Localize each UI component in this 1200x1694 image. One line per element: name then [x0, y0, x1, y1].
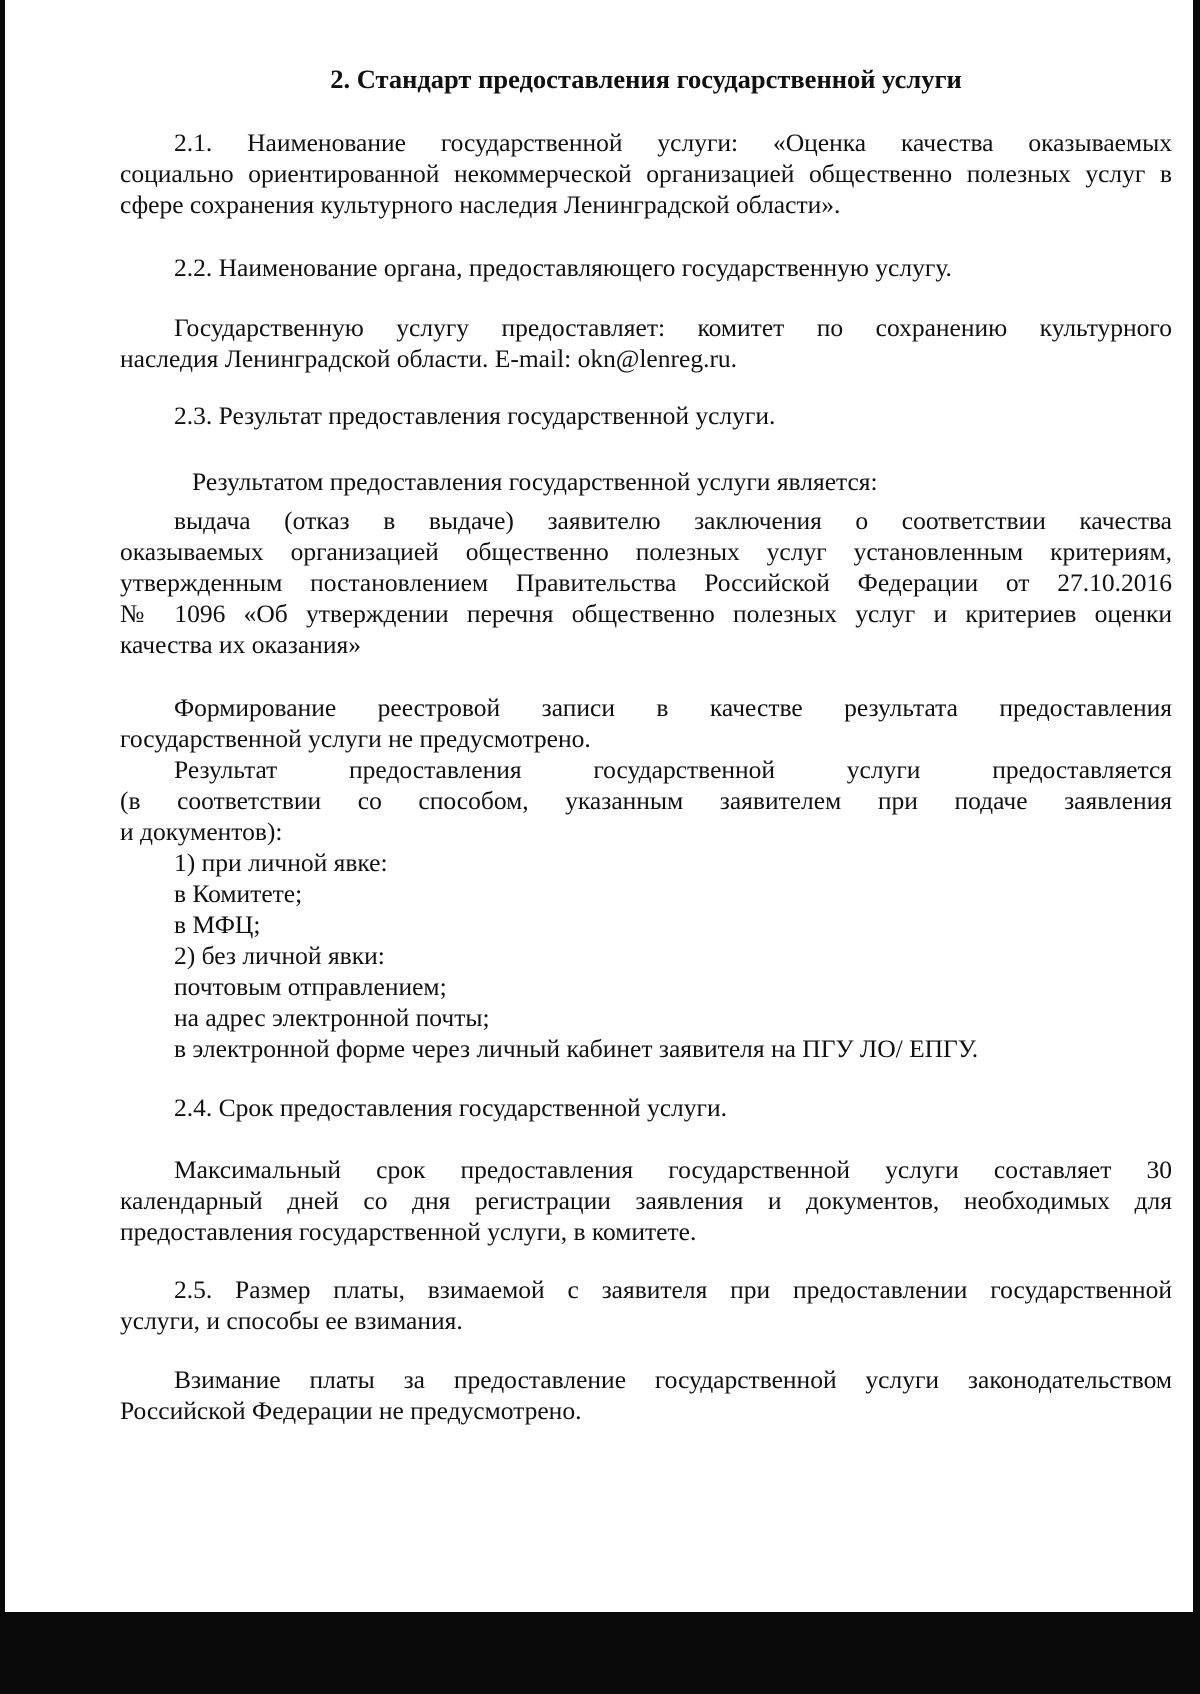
term-line-3: предоставления государственной услуги, в комитете.	[120, 1217, 697, 1246]
paragraph-2-1-line-3: сфере сохранения культурного наследия Ленинградской области».	[120, 190, 841, 219]
delivery-list-item: в МФЦ;	[174, 910, 261, 939]
fee-line-1: Взимание платы за предоставление государственной услуги законодательством	[174, 1365, 1172, 1394]
delivery-list-item: на адрес электронной почты;	[174, 1003, 490, 1032]
paragraph-2-5-line-1: 2.5. Размер платы, взимаемой с заявителя при предоставлении государственной	[174, 1275, 1172, 1304]
delivery-list-item: в Комитете;	[174, 879, 303, 908]
term-line-2: календарный дней со дня регистрации заявления и документов, необходимых для	[120, 1186, 1172, 1215]
provider-line-1: Государственную услугу предоставляет: комитет по сохранению культурного	[174, 313, 1172, 342]
scan-border-right	[1193, 0, 1200, 1694]
result-line-5: качества их оказания»	[120, 630, 361, 659]
result-line-4: № 1096 «Об утверждении перечня общественно полезных услуг и критериев оценки	[120, 599, 1172, 628]
delivery-line-3: и документов):	[120, 817, 283, 846]
registry-line-1: Формирование реестровой записи в качестве результата предоставления	[174, 693, 1172, 722]
fee-line-2: Российской Федерации не предусмотрено.	[120, 1396, 582, 1425]
paragraph-2-2: 2.2. Наименование органа, предоставляющего государственную услугу.	[174, 253, 952, 282]
result-line-2: оказываемых организацией общественно полезных услуг установленным критериям,	[120, 537, 1172, 566]
result-line-3: утвержденным постановлением Правительства Российской Федерации от 27.10.2016	[120, 568, 1172, 597]
delivery-line-1: Результат предоставления государственной услуги предоставляется	[174, 755, 1172, 784]
paragraph-2-4: 2.4. Срок предоставления государственной услуги.	[174, 1093, 728, 1122]
delivery-list-item: 2) без личной явки:	[174, 941, 385, 970]
delivery-list-item: почтовым отправлением;	[174, 972, 447, 1001]
term-line-1: Максимальный срок предоставления государственной услуги составляет 30	[174, 1155, 1172, 1184]
registry-line-2: государственной услуги не предусмотрено.	[120, 724, 591, 753]
scan-border-left	[0, 0, 5, 1694]
result-intro: Результатом предоставления государственной услуги является:	[192, 467, 878, 496]
scan-border-bottom	[0, 1612, 1200, 1694]
paragraph-2-3: 2.3. Результат предоставления государственной услуги.	[174, 401, 776, 430]
provider-line-2: наследия Ленинградской области. E-mail: okn@lenreg.ru.	[120, 344, 738, 373]
paragraph-2-1-line-2: социально ориентированной некоммерческой организацией общественно полезных услуг в	[120, 159, 1172, 188]
delivery-list-item: 1) при личной явке:	[174, 848, 388, 877]
paragraph-2-1-line-1: 2.1. Наименование государственной услуги: «Оценка качества оказываемых	[174, 128, 1172, 157]
delivery-line-2: (в соответствии со способом, указанным заявителем при подаче заявления	[120, 786, 1172, 815]
result-line-1: выдача (отказ в выдаче) заявителю заключения о соответствии качества	[174, 506, 1172, 535]
delivery-list-item: в электронной форме через личный кабинет заявителя на ПГУ ЛО/ ЕПГУ.	[174, 1034, 979, 1063]
paragraph-2-5-line-2: услуги, и способы ее взимания.	[120, 1306, 463, 1335]
section-title: 2. Стандарт предоставления государственной услуги	[330, 64, 962, 94]
